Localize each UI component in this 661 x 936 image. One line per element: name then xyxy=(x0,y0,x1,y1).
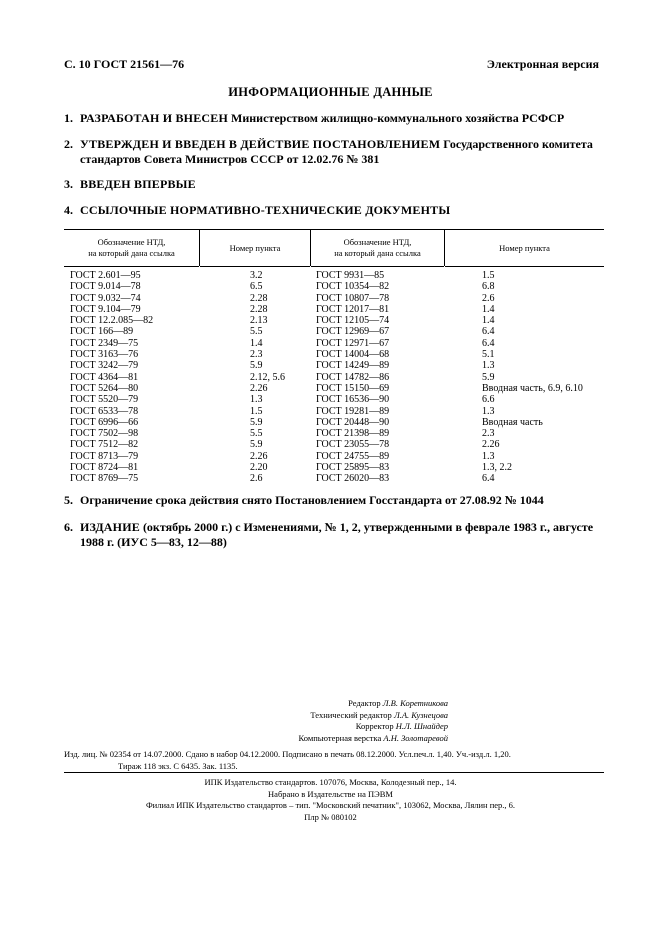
table-cell: 2.6 xyxy=(250,473,263,485)
table-cell: ГОСТ 166—89 xyxy=(70,326,134,338)
table-cell: 2.26 xyxy=(250,450,268,462)
credit-layout: Компьютерная верстка А.Н. Золотаревой xyxy=(298,732,448,743)
table-cell: ГОСТ 23055—78 xyxy=(316,439,390,451)
table-header-doc-2: Обозначение НТД, на который дана ссылка xyxy=(311,230,444,267)
table-cell: 1.3 xyxy=(250,394,263,406)
table-cell: ГОСТ 25895—83 xyxy=(316,462,390,474)
table-cell: 1.5 xyxy=(250,405,263,417)
info-item-2: 2. УТВЕРЖДЕН И ВВЕДЕН В ДЕЙСТВИЕ ПОСТАНОВЛЕНИЕМ Государственного комитета стандартов Совета Министров СССР от 12.02.76 № 381 xyxy=(64,137,593,166)
table-cell: 6.5 xyxy=(250,281,263,293)
table-cell: 6.4 xyxy=(482,337,495,349)
editorial-credits xyxy=(258,698,448,744)
table-cell: 1.4 xyxy=(250,337,263,349)
table-cell: ГОСТ 6996—66 xyxy=(70,416,139,428)
table-cell: 5.5 xyxy=(250,428,263,440)
table-cell: ГОСТ 5264—80 xyxy=(70,382,139,394)
table-header-num-1: Номер пункта xyxy=(200,230,310,267)
page-header-right: Электронная версия xyxy=(486,57,599,71)
table-cell: ГОСТ 7502—98 xyxy=(70,428,139,440)
table-cell: 1.5 xyxy=(482,270,495,281)
table-cell: ГОСТ 2.601—95 xyxy=(70,270,141,281)
table-cell: ГОСТ 15150—69 xyxy=(316,382,390,394)
table-cell: 1.3 xyxy=(482,405,495,417)
table-cell: ГОСТ 12017—81 xyxy=(316,303,390,315)
table-cell: ГОСТ 2349—75 xyxy=(70,337,139,349)
table-cell: ГОСТ 12.2.085—82 xyxy=(70,315,154,327)
table-cell: 2.6 xyxy=(482,292,495,304)
table-cell: ГОСТ 8769—75 xyxy=(70,473,139,485)
table-cell: ГОСТ 26020—83 xyxy=(316,473,390,485)
table-cell: ГОСТ 21398—89 xyxy=(316,428,390,440)
table-cell: ГОСТ 24755—89 xyxy=(316,450,390,462)
table-cell: 2.3 xyxy=(250,349,263,361)
credit-editor: Редактор Л.В. Коретникова xyxy=(348,698,448,708)
table-cell: ГОСТ 14249—89 xyxy=(316,360,390,372)
table-cell: ГОСТ 9.014—78 xyxy=(70,281,141,293)
table-cell: ГОСТ 12969—67 xyxy=(316,326,390,338)
table-cell: 5.9 xyxy=(250,360,263,372)
table-cell: 5.9 xyxy=(250,416,263,428)
table-cell: Вводная часть, 6.9, 6.10 xyxy=(482,382,583,394)
table-cell: ГОСТ 7512—82 xyxy=(70,439,139,451)
table-cell: 2.12, 5.6 xyxy=(250,371,285,383)
info-item-5: 5. Ограничение срока действия снято Постановлением Госстандарта от 27.08.92 № 1044 xyxy=(64,493,544,507)
table-cell: 2.28 xyxy=(250,292,268,304)
table-column-doc-left xyxy=(70,270,153,485)
info-item-6: 6. ИЗДАНИЕ (октябрь 2000 г.) с Изменениями, № 1, 2, утвержденными в феврале 1983 г., августе 1988 г. (ИУС 5—83, 12—88) xyxy=(64,520,594,549)
table-column-doc-right xyxy=(316,270,389,485)
table-cell: 6.4 xyxy=(482,326,495,338)
page-header-left: С. 10 ГОСТ 21561—76 xyxy=(64,57,185,71)
table-cell: ГОСТ 14782—86 xyxy=(316,371,390,383)
table-cell: 5.9 xyxy=(250,439,263,451)
table-cell: 2.28 xyxy=(250,303,268,315)
table-cell: ГОСТ 5520—79 xyxy=(70,394,139,406)
info-item-3: 3. ВВЕДЕН ВПЕРВЫЕ xyxy=(64,177,196,191)
section-title: ИНФОРМАЦИОННЫЕ ДАННЫЕ xyxy=(228,85,433,99)
table-cell: ГОСТ 4364—81 xyxy=(70,371,139,383)
table-cell: 2.13 xyxy=(250,315,268,327)
table-column-num-left xyxy=(250,270,285,485)
table-cell: ГОСТ 6533—78 xyxy=(70,405,139,417)
imprint-details: Изд. лиц. № 02354 от 14.07.2000. Сдано в набор 04.12.2000. Подписано в печать 08.12.2000. Усл.печ.л. 1,40. Уч.-изд.л. 1,20. Тираж 118 экз. С 6435. Зак. 1135. xyxy=(64,749,511,771)
table-cell: ГОСТ 10807—78 xyxy=(316,292,390,304)
credit-proofreader: Корректор Н.Л. Шнайдер xyxy=(355,721,448,731)
table-column-num-right xyxy=(482,270,583,485)
table-cell: ГОСТ 16536—90 xyxy=(316,394,390,406)
table-header-num-2: Номер пункта xyxy=(445,230,604,267)
table-cell: ГОСТ 9931—85 xyxy=(316,270,385,281)
table-cell: 1.3, 2.2 xyxy=(482,462,512,474)
table-cell: Вводная часть xyxy=(482,416,543,428)
table-cell: 2.26 xyxy=(250,382,268,394)
table-cell: 1.4 xyxy=(482,315,495,327)
table-cell: 2.20 xyxy=(250,462,268,474)
table-cell: ГОСТ 8724—81 xyxy=(70,462,139,474)
table-cell: ГОСТ 10354—82 xyxy=(316,281,390,293)
table-cell: ГОСТ 14004—68 xyxy=(316,349,390,361)
table-cell: ГОСТ 12971—67 xyxy=(316,337,390,349)
table-cell: 5.1 xyxy=(482,349,495,361)
table-cell: ГОСТ 3242—79 xyxy=(70,360,139,372)
table-cell: ГОСТ 8713—79 xyxy=(70,450,139,462)
table-cell: ГОСТ 9.032—74 xyxy=(70,292,141,304)
table-cell: 1.4 xyxy=(482,303,495,315)
table-cell: ГОСТ 3163—76 xyxy=(70,349,139,361)
info-item-1: 1. РАЗРАБОТАН И ВНЕСЕН Министерством жилищно-коммунального хозяйства РСФСР xyxy=(64,111,565,125)
table-cell: 6.8 xyxy=(482,281,495,293)
table-cell: 2.3 xyxy=(482,428,495,440)
table-cell: 6.4 xyxy=(482,473,495,485)
table-cell: ГОСТ 20448—90 xyxy=(316,416,390,428)
divider xyxy=(64,772,604,773)
table-cell: ГОСТ 19281—89 xyxy=(316,405,390,417)
publisher-info: ИПК Издательство стандартов. 107076, Москва, Колодезный пер., 14. Набрано в Издательстве на ПЭВМ Филиал ИПК Издательство стандартов – тип. "Московский печатник", 103062, Москва, Лялин пер., 6. Плр № 080102 xyxy=(145,777,516,822)
table-cell: 5.5 xyxy=(250,326,263,338)
table-cell: 2.26 xyxy=(482,439,500,451)
table-cell: 1.3 xyxy=(482,450,495,462)
table-cell: 5.9 xyxy=(482,371,495,383)
table-cell: 3.2 xyxy=(250,270,263,281)
table-cell: ГОСТ 9.104—79 xyxy=(70,303,141,315)
table-header-doc-1: Обозначение НТД, на который дана ссылка xyxy=(64,230,199,267)
info-item-4: 4. ССЫЛОЧНЫЕ НОРМАТИВНО-ТЕХНИЧЕСКИЕ ДОКУМЕНТЫ xyxy=(64,203,451,217)
table-cell: 1.3 xyxy=(482,360,495,372)
table-cell: ГОСТ 12105—74 xyxy=(316,315,390,327)
credit-tech-editor: Технический редактор Л.А. Кузнецова xyxy=(310,709,448,720)
references-table xyxy=(64,229,604,485)
table-cell: 6.6 xyxy=(482,394,495,406)
